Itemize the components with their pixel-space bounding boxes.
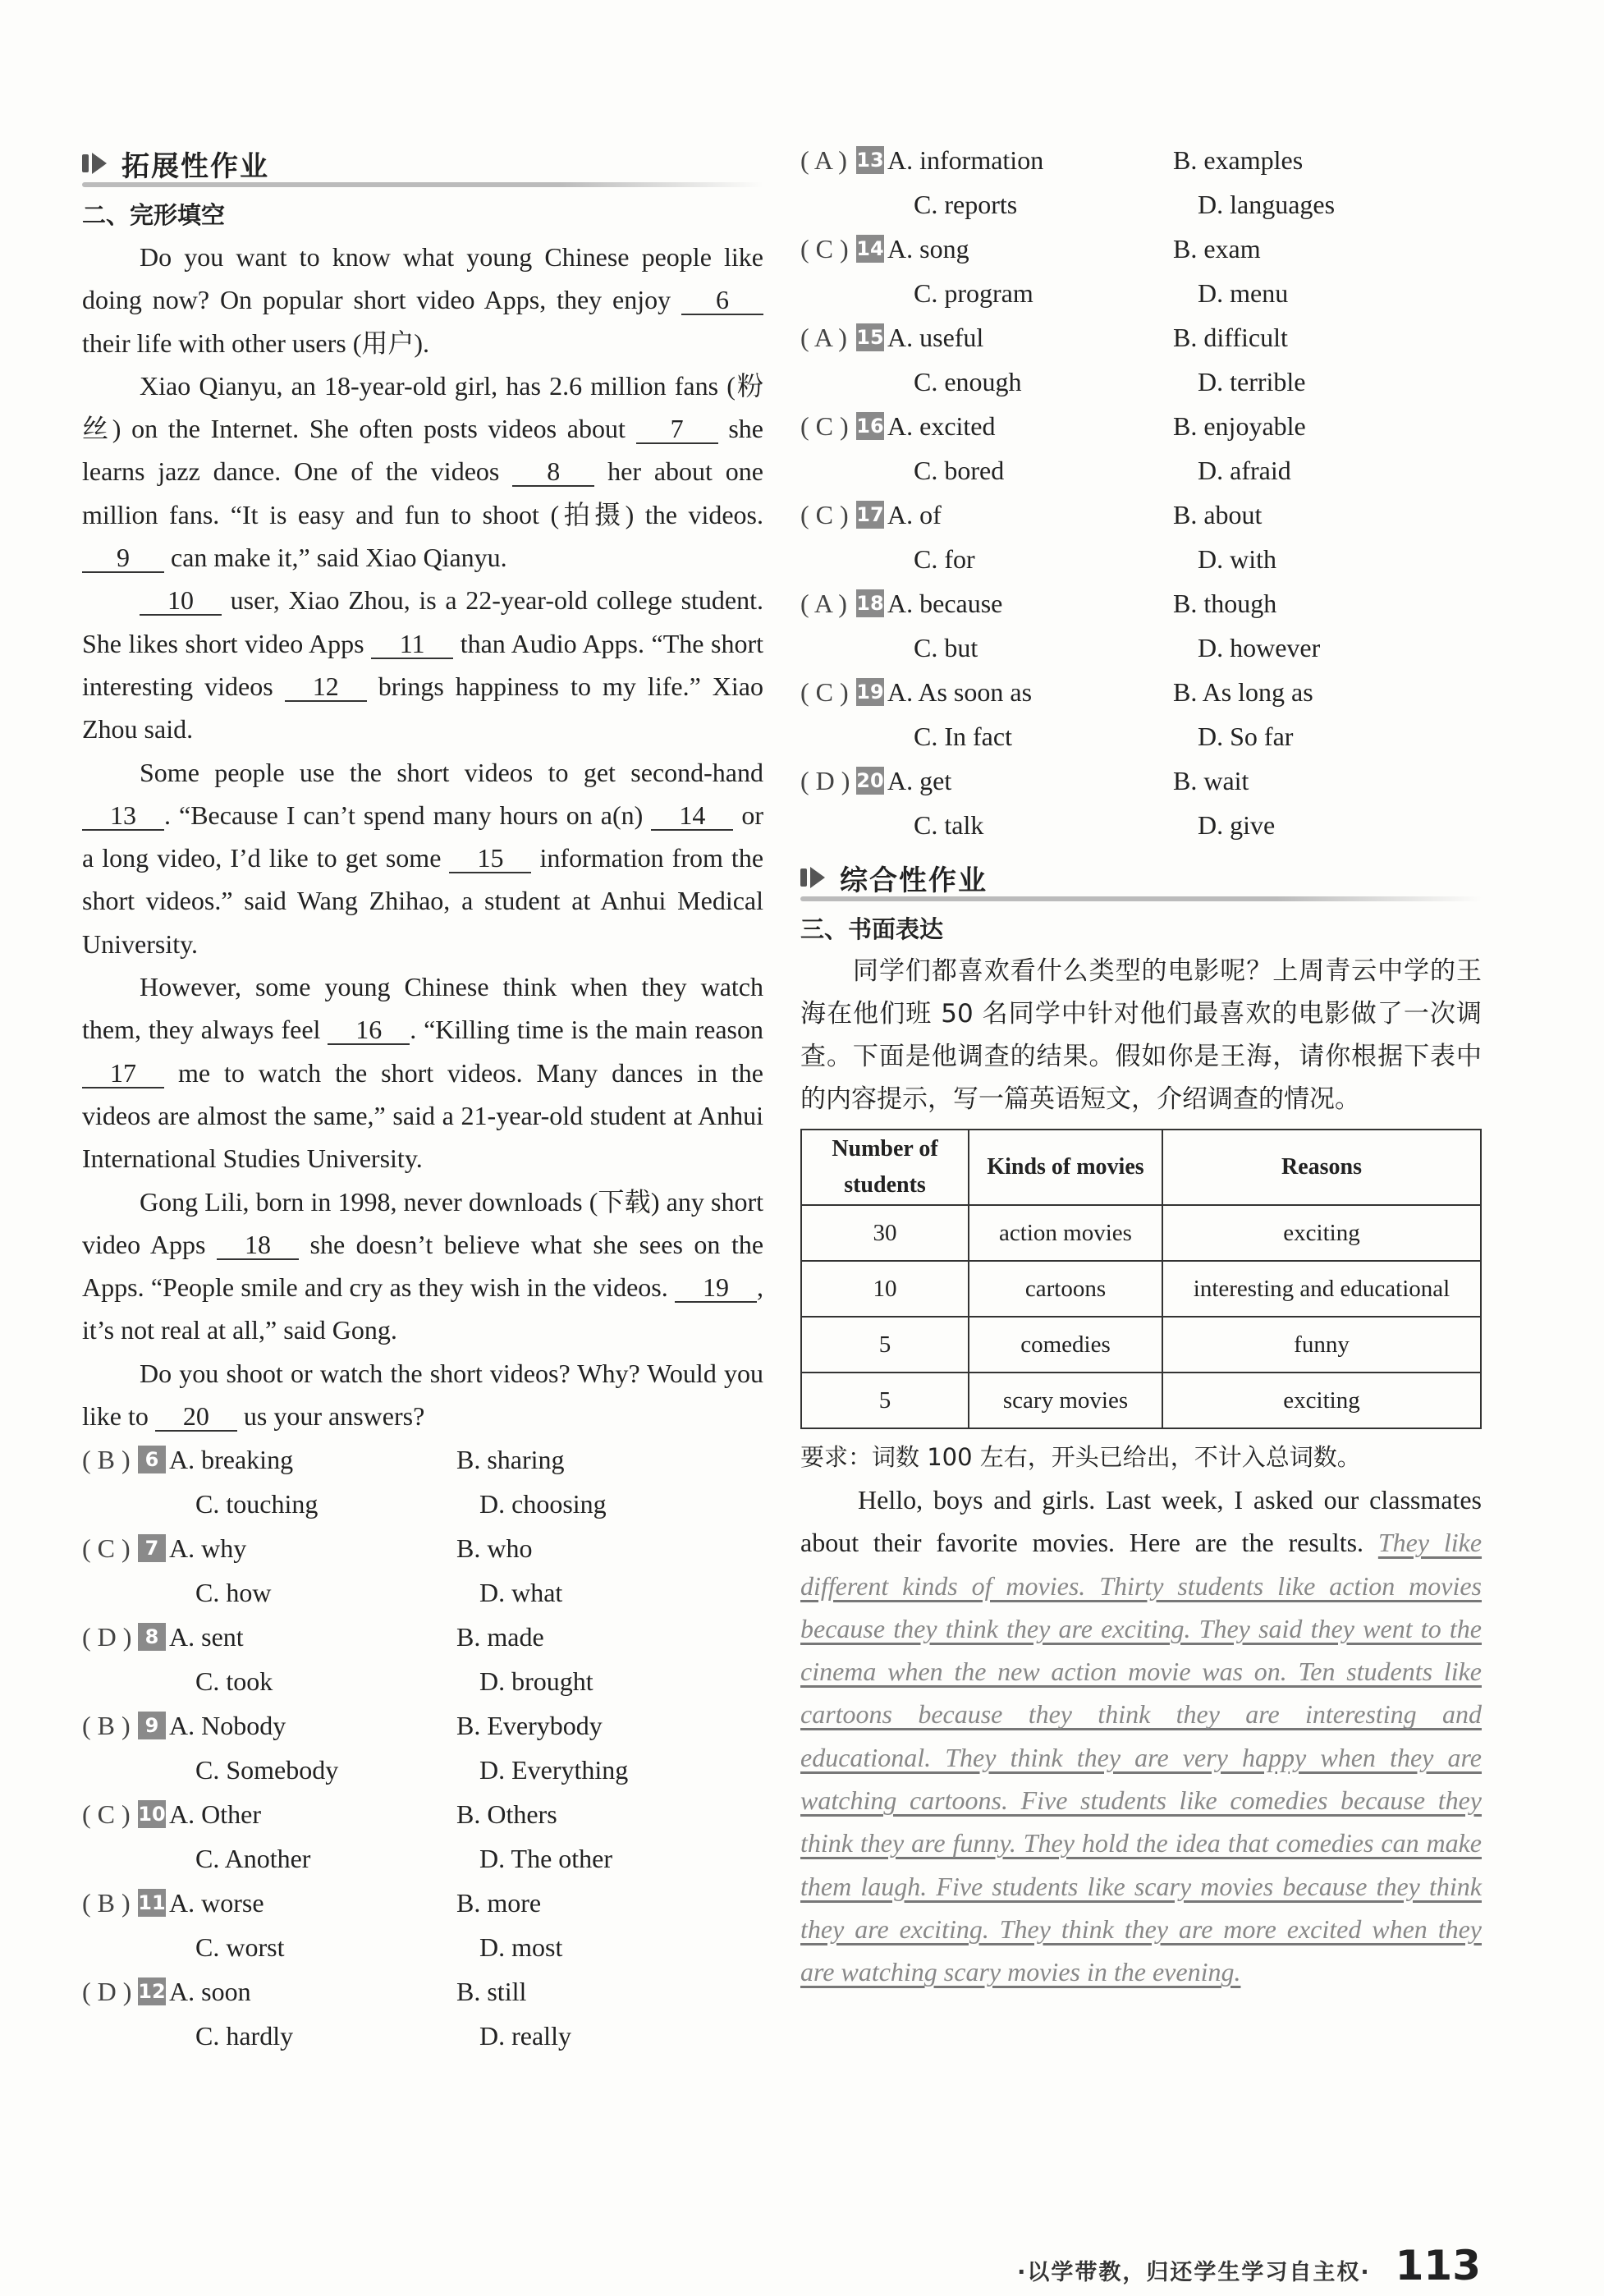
option-b: B. As long as — [1173, 677, 1313, 707]
writing-prompt: 同学们都喜欢看什么类型的电影呢？上周青云中学的王海在他们班 50 名同学中针对他们最喜欢的电影做了一次调查。下面是他调查的结果。假如你是王海，请你根据下表中的内容提示，写一篇英语短文，介绍调查的情况。 — [800, 956, 1482, 1114]
blank: 18 — [217, 1230, 299, 1260]
question-number: 18 — [856, 589, 884, 617]
passage-paragraph: Do you shoot or watch the short videos? Why? Would you like to 20 us your answers? — [82, 1358, 763, 1432]
question-row-cont — [800, 537, 1482, 581]
option-b: B. enjoyable — [1173, 411, 1306, 441]
question-number: 17 — [856, 501, 884, 529]
answer-mark: ( C ) — [82, 1799, 131, 1830]
table-cell: action movies — [969, 1205, 1162, 1261]
option-a: A. worse — [169, 1888, 264, 1918]
question-row — [800, 493, 1482, 537]
option-d: D. really — [479, 2021, 571, 2051]
table-cell: 5 — [801, 1317, 969, 1373]
question-list — [800, 138, 1482, 847]
table-cell: funny — [1162, 1317, 1481, 1373]
option-c: C. touching — [195, 1489, 319, 1519]
question-number: 7 — [138, 1534, 166, 1562]
question-row — [82, 1437, 763, 1482]
blank: 15 — [449, 844, 531, 873]
blank: 10 — [140, 586, 222, 616]
blank: 12 — [285, 672, 367, 702]
requirement-text: 要求：词数 100 左右，开头已给出，不计入总词数。 — [800, 1443, 1361, 1471]
option-c: C. reports — [914, 190, 1018, 219]
question-number: 8 — [138, 1623, 166, 1651]
blank: 13 — [82, 801, 164, 831]
option-c: C. how — [195, 1578, 272, 1608]
option-b: B. wait — [1173, 766, 1249, 795]
option-c: C. In fact — [914, 722, 1012, 751]
question-row — [800, 315, 1482, 360]
passage-paragraph: Gong Lili, born in 1998, never downloads (下载) any short video Apps 18 she doesn’t believe what she sees on the Apps. “People smile and cry as they wish in the videos. 19 , it’s not real at all,” said Gong. — [82, 1186, 764, 1345]
question-number: 12 — [138, 1977, 166, 2005]
table-cell: 5 — [801, 1373, 969, 1428]
passage-paragraph: Do you want to know what young Chinese people like doing now? On popular short video Apps, they enjoy 6 their life with other users (用户). — [82, 242, 763, 358]
option-a: A. Other — [169, 1799, 261, 1830]
option-d: D. languages — [1198, 190, 1336, 219]
essay-handwritten: They like different kinds of movies. Thirty students like action movies because they think they are exciting. They said they went to the cinema when the new action movie was on. Ten students like cartoons because they think they are interesting and educational. They think they are very happy when they are watching cartoons. Five students like comedies because they think they are funny. They hold the idea that comedies can make them laugh. Five students like scary movies because they think they are exciting. They think they are more excited when they are watching scary movies in the evening. — [800, 1528, 1483, 1987]
option-b: B. though — [1173, 589, 1277, 618]
question-number: 13 — [856, 146, 884, 174]
section-title: 综合性作业 — [840, 864, 988, 897]
option-a: A. excited — [887, 411, 996, 441]
option-d: D. give — [1198, 810, 1276, 840]
question-row — [82, 1792, 763, 1836]
right-column — [800, 138, 1482, 1994]
table-row — [801, 1261, 1481, 1317]
option-a: A. song — [887, 234, 969, 264]
table-cell: interesting and educational — [1162, 1261, 1481, 1317]
question-row-cont — [800, 271, 1482, 315]
option-c: C. talk — [914, 810, 984, 840]
option-a: A. why — [169, 1533, 247, 1564]
option-b: B. sharing — [456, 1445, 565, 1475]
option-d: D. however — [1198, 633, 1321, 662]
option-d: D. choosing — [479, 1489, 607, 1519]
option-a: A. get — [887, 766, 952, 795]
question-row — [82, 1615, 763, 1659]
question-row — [800, 227, 1482, 271]
question-row-cont — [82, 1482, 763, 1526]
blank: 6 — [681, 286, 763, 315]
option-c: C. for — [914, 544, 975, 574]
option-b: B. more — [456, 1888, 542, 1918]
table-cell: exciting — [1162, 1373, 1481, 1428]
option-c: C. Another — [195, 1844, 311, 1874]
option-d: D. afraid — [1198, 456, 1291, 485]
answer-mark: ( D ) — [82, 1622, 132, 1652]
option-d: D. The other — [479, 1844, 613, 1874]
option-b: B. difficult — [1173, 323, 1288, 352]
answer-mark: ( A ) — [800, 145, 847, 175]
subsection-title: 二、完形填空 — [82, 201, 226, 229]
table-row — [801, 1373, 1481, 1428]
question-row-cont — [82, 2014, 763, 2058]
option-c: C. Somebody — [195, 1755, 339, 1785]
table-row — [801, 1317, 1481, 1373]
question-row-cont — [82, 1659, 763, 1703]
option-b: B. who — [456, 1533, 533, 1564]
option-c: C. enough — [914, 367, 1022, 396]
table-cell: exciting — [1162, 1205, 1481, 1261]
option-a: A. information — [887, 145, 1044, 175]
subsection-title: 三、书面表达 — [800, 915, 944, 943]
question-row-cont — [800, 714, 1482, 758]
question-row — [800, 670, 1482, 714]
arrow-icon — [800, 864, 828, 891]
answer-mark: ( B ) — [82, 1888, 131, 1918]
column-header: Number of students — [801, 1130, 969, 1205]
answer-mark: ( C ) — [82, 1533, 131, 1564]
essay-start: Hello, boys and girls. Last week, I asked our classmates about their favorite movies. Here are the results. — [800, 1485, 1482, 1558]
question-number: 16 — [856, 412, 884, 440]
option-d: D. So far — [1198, 722, 1294, 751]
table-row — [801, 1205, 1481, 1261]
page-number: 113 — [1395, 2242, 1481, 2289]
option-a: A. Nobody — [169, 1711, 286, 1741]
section-title: 拓展性作业 — [121, 149, 269, 183]
option-d: D. terrible — [1198, 367, 1306, 396]
blank: 8 — [512, 457, 594, 487]
answer-mark: ( C ) — [800, 234, 849, 264]
option-b: B. exam — [1173, 234, 1261, 264]
survey-table — [800, 1129, 1482, 1429]
column-header: Reasons — [1162, 1130, 1481, 1205]
blank: 19 — [675, 1273, 757, 1303]
header-underline — [800, 896, 1482, 901]
passage-paragraph: Xiao Qianyu, an 18-year-old girl, has 2.6 million fans (粉丝) on the Internet. She often posts videos about 7 she learns jazz dance. One of the videos 8 her about one million fans. “It is easy and fun to shoot (拍摄) the videos. 9 can make it,” said Xiao Qianyu. — [82, 370, 764, 573]
table-header-row — [801, 1130, 1481, 1205]
blank: 11 — [371, 630, 453, 659]
answer-mark: ( C ) — [800, 411, 849, 441]
question-row-cont — [82, 1836, 763, 1881]
table-cell: 30 — [801, 1205, 969, 1261]
left-column — [82, 138, 763, 2058]
blank: 7 — [636, 415, 718, 444]
option-b: B. made — [456, 1622, 544, 1652]
question-number: 19 — [856, 678, 884, 706]
question-row — [82, 1881, 763, 1925]
option-d: D. menu — [1198, 278, 1289, 308]
question-row — [82, 1703, 763, 1748]
answer-mark: ( D ) — [82, 1977, 132, 2007]
essay — [800, 1478, 1482, 1994]
passage-paragraph: 10 user, Xiao Zhou, is a 22-year-old college student. She likes short video Apps 11 than Audio Apps. “The short interesting videos 12 brings happiness to my life.” Xiao Zhou said. — [82, 585, 764, 745]
blank: 14 — [651, 801, 733, 831]
option-d: D. brought — [479, 1666, 593, 1697]
answer-mark: ( A ) — [800, 323, 847, 352]
question-row-cont — [800, 803, 1482, 847]
blank: 17 — [82, 1059, 164, 1088]
question-number: 10 — [138, 1800, 166, 1828]
option-a: A. soon — [169, 1977, 251, 2007]
option-a: A. useful — [887, 323, 984, 352]
option-c: C. program — [914, 278, 1033, 308]
table-cell: cartoons — [969, 1261, 1162, 1317]
table-cell: comedies — [969, 1317, 1162, 1373]
footer-motto: ·以学带教，归还学生学习自主权· — [1017, 2260, 1371, 2285]
question-row — [800, 581, 1482, 626]
question-row — [800, 404, 1482, 448]
passage-paragraph: However, some young Chinese think when they watch them, they always feel 16 . “Killing time is the main reason 17 me to watch the short videos. Many dances in the videos are almost the same,” said a 21-year-old student at Anhui International Studies University. — [82, 972, 764, 1174]
column-header: Kinds of movies — [969, 1130, 1162, 1205]
header-underline — [82, 182, 763, 187]
option-a: A. sent — [169, 1622, 244, 1652]
option-a: A. because — [887, 589, 1003, 618]
blank: 16 — [328, 1015, 410, 1045]
question-number: 6 — [138, 1446, 166, 1473]
answer-mark: ( C ) — [800, 500, 849, 529]
question-number: 9 — [138, 1712, 166, 1739]
answer-mark: ( C ) — [800, 677, 849, 707]
question-row — [800, 138, 1482, 182]
option-c: C. worst — [195, 1932, 285, 1963]
answer-mark: ( D ) — [800, 766, 850, 795]
question-row-cont — [82, 1925, 763, 1969]
question-row-cont — [800, 182, 1482, 227]
option-c: C. but — [914, 633, 978, 662]
arrow-icon — [82, 149, 110, 177]
question-number: 15 — [856, 323, 884, 351]
page-footer — [1017, 2242, 1481, 2289]
question-number: 14 — [856, 235, 884, 263]
answer-mark: ( B ) — [82, 1711, 131, 1741]
option-b: B. examples — [1173, 145, 1304, 175]
table-cell: scary movies — [969, 1373, 1162, 1428]
option-d: D. Everything — [479, 1755, 629, 1785]
question-row — [82, 1526, 763, 1570]
option-b: B. Everybody — [456, 1711, 603, 1741]
question-row-cont — [800, 626, 1482, 670]
question-row-cont — [82, 1748, 763, 1792]
option-c: C. hardly — [195, 2021, 294, 2051]
question-list — [82, 1437, 763, 2058]
option-a: A. As soon as — [887, 677, 1033, 707]
blank: 20 — [155, 1402, 237, 1432]
option-b: B. about — [1173, 500, 1263, 529]
question-row — [800, 758, 1482, 803]
option-d: D. most — [479, 1932, 563, 1963]
question-row-cont — [800, 448, 1482, 493]
question-row — [82, 1969, 763, 2014]
question-number: 20 — [856, 767, 884, 795]
question-number: 11 — [138, 1889, 166, 1917]
section-header-extension — [82, 138, 763, 189]
blank: 9 — [82, 543, 164, 573]
option-c: C. took — [195, 1666, 273, 1697]
table-cell: 10 — [801, 1261, 969, 1317]
option-d: D. with — [1198, 544, 1276, 574]
option-d: D. what — [479, 1578, 563, 1608]
answer-mark: ( A ) — [800, 589, 847, 618]
option-b: B. Others — [456, 1799, 557, 1830]
option-a: A. of — [887, 500, 942, 529]
passage-paragraph: Some people use the short videos to get second-hand 13 . “Because I can’t spend many hours on a(n) 14 or a long video, I’d like to get some 15 information from the short videos.” said Wang Zhihao, a student at Anhui Medical University. — [82, 757, 764, 959]
option-b: B. still — [456, 1977, 527, 2007]
answer-mark: ( B ) — [82, 1445, 131, 1475]
section-header-comprehensive — [800, 852, 1482, 903]
question-row-cont — [800, 360, 1482, 404]
option-a: A. breaking — [169, 1445, 294, 1475]
option-c: C. bored — [914, 456, 1005, 485]
question-row-cont — [82, 1570, 763, 1615]
